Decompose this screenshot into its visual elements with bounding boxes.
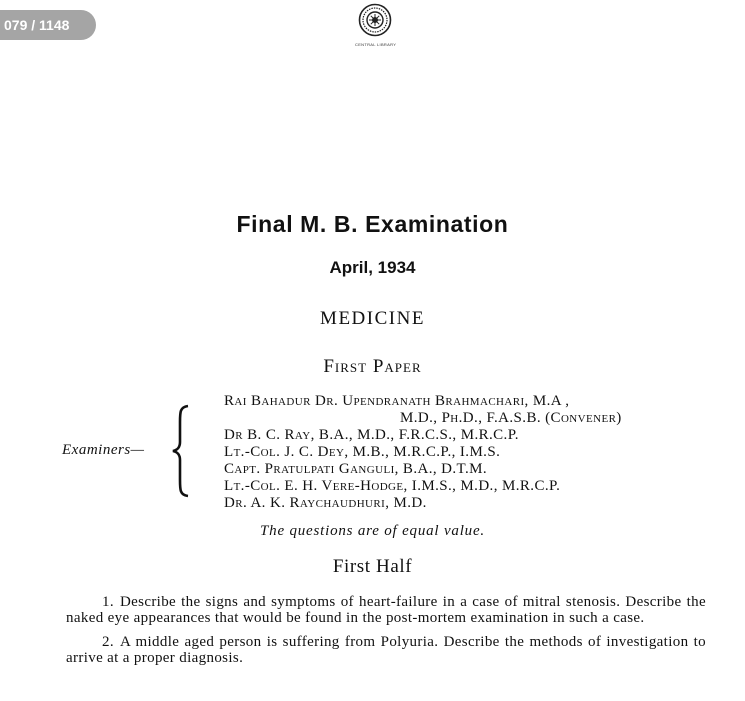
question-text: A middle aged person is suffering from Polyuria. Describe the methods of investigation to arrive at a proper diagnosis. — [66, 634, 706, 666]
question-item — [66, 634, 706, 666]
question-number: 1. — [102, 594, 114, 610]
equal-value-note: The questions are of equal value. — [260, 523, 485, 539]
exam-subject: MEDICINE — [320, 308, 425, 329]
question-text: Describe the signs and symptoms of heart-failure in a case of mitral stenosis. Describe the naked eye appearances that would be found in the post-mortem examination in such a case. — [66, 594, 706, 626]
exam-date: April, 1934 — [329, 258, 416, 277]
emblem-caption: CENTRAL LIBRARY — [355, 42, 397, 47]
examiner-line: Lt.-Col. J. C. Dey, M.B., M.R.C.P., I.M.S. — [224, 444, 501, 460]
examiners-list — [224, 393, 724, 512]
library-seal-icon — [358, 3, 392, 37]
examiner-line: Rai Bahadur Dr. Upendranath Brahmachari, M.A , — [224, 393, 570, 409]
examiner-line: Dr B. C. Ray, B.A., M.D., F.R.C.S., M.R.C.P. — [224, 427, 519, 443]
examiner-line: Dr. A. K. Raychaudhuri, M.D. — [224, 495, 427, 511]
question-number: 2. — [102, 634, 114, 650]
exam-title: Final M. B. Examination — [236, 211, 509, 237]
page-indicator-badge: 079 / 1148 — [0, 10, 96, 40]
paper-heading: First Paper — [323, 356, 422, 377]
examiners-label: Examiners— — [62, 442, 145, 458]
curly-brace-icon — [170, 404, 192, 498]
examiner-line: M.D., Ph.D., F.A.S.B. (Convener) — [400, 410, 622, 426]
questions-list — [66, 594, 706, 674]
examiner-line: Capt. Pratulpati Ganguli, B.A., D.T.M. — [224, 461, 488, 477]
library-emblem — [355, 3, 395, 49]
question-item — [66, 594, 706, 626]
examiner-line: Lt.-Col. E. H. Vere-Hodge, I.M.S., M.D., M.R.C.P. — [224, 478, 561, 494]
section-heading: First Half — [332, 556, 413, 577]
